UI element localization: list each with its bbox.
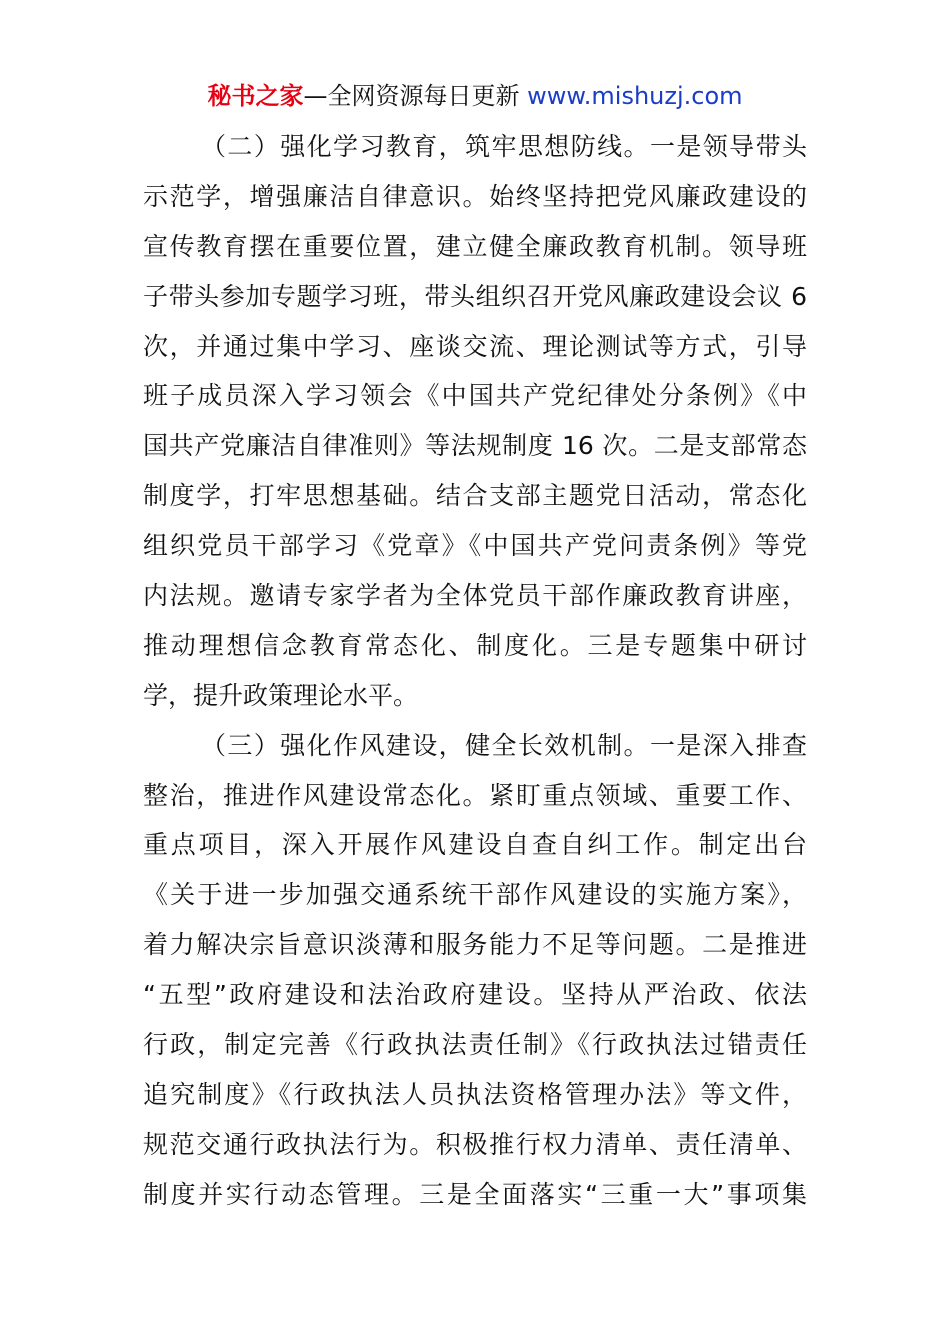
text-line: 示范学，增强廉洁自律意识。始终坚持把党风廉政建设的	[143, 181, 807, 211]
text-line: 国共产党廉洁自律准则》等法规制度 16 次。二是支部常态	[143, 431, 807, 461]
text-line: 规范交通行政执法行为。积极推行权力清单、责任清单、	[143, 1129, 807, 1159]
text-line: （二）强化学习教育，筑牢思想防线。一是领导带头	[201, 132, 807, 161]
text-line: 重点项目，深入开展作风建设自查自纠工作。制定出台	[143, 830, 807, 860]
text-line: 宣传教育摆在重要位置，建立健全廉政教育机制。领导班	[143, 231, 807, 261]
document-body	[143, 122, 807, 1220]
site-slogan: —全网资源每日更新	[303, 82, 520, 110]
paragraph-3	[143, 721, 807, 1220]
text-line: 着力解决宗旨意识淡薄和服务能力不足等问题。二是推进	[143, 930, 807, 960]
text-line: 追究制度》《行政执法人员执法资格管理办法》等文件，	[143, 1079, 807, 1109]
text-line: 次，并通过集中学习、座谈交流、理论测试等方式，引导	[143, 331, 807, 361]
site-url-link[interactable]: www.mishuzj.com	[527, 82, 743, 110]
text-line: 行政，制定完善《行政执法责任制》《行政执法过错责任	[143, 1030, 807, 1060]
text-line: （三）强化作风建设，健全长效机制。一是深入排查	[201, 730, 807, 760]
text-line: 整治，推进作风建设常态化。紧盯重点领域、重要工作、	[143, 780, 807, 810]
site-brand: 秘书之家	[207, 82, 304, 110]
text-line: 推动理想信念教育常态化、制度化。三是专题集中研讨	[143, 630, 807, 660]
text-line: 制度学，打牢思想基础。结合支部主题党日活动，常态化	[143, 481, 807, 511]
text-line: 学，提升政策理论水平。	[143, 680, 419, 710]
text-line: 组织党员干部学习《党章》《中国共产党问责条例》等党	[143, 531, 807, 561]
site-header	[0, 80, 950, 112]
text-line: 制度并实行动态管理。三是全面落实“三重一大”事项集	[143, 1179, 807, 1209]
text-line: 班子成员深入学习领会《中国共产党纪律处分条例》《中	[143, 381, 807, 411]
text-line: 子带头参加专题学习班，带头组织召开党风廉政建设会议 6	[143, 281, 807, 311]
text-line: 内法规。邀请专家学者为全体党员干部作廉政教育讲座，	[143, 581, 807, 611]
text-line: “五型”政府建设和法治政府建设。坚持从严治政、依法	[143, 980, 807, 1010]
text-line: 《关于进一步加强交通系统干部作风建设的实施方案》，	[143, 880, 807, 910]
paragraph-2	[143, 122, 807, 721]
